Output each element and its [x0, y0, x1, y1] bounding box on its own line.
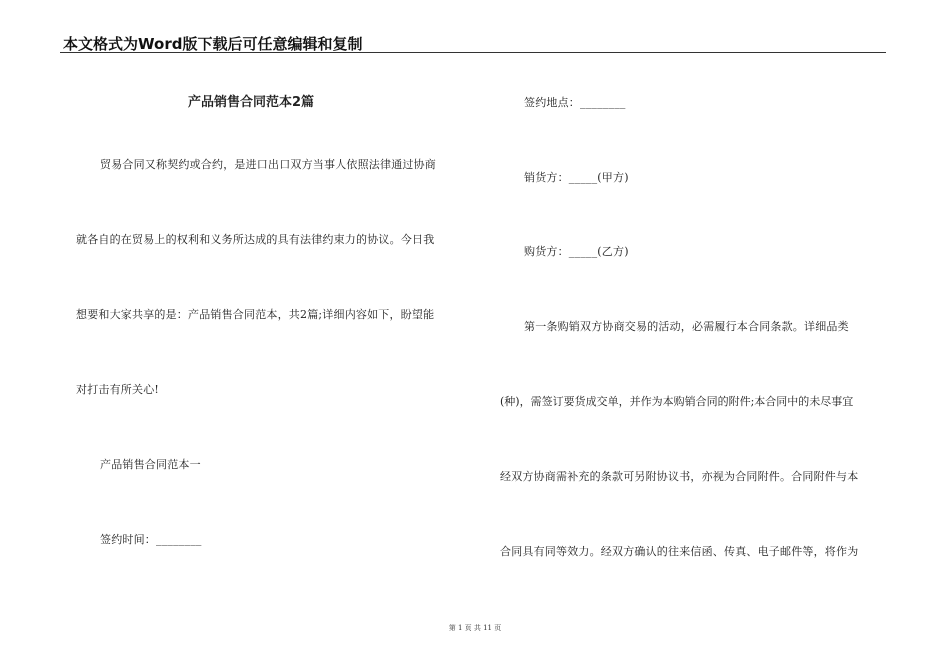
paragraph-line: 贸易合同又称契约或合约，是进口出口双方当事人依照法律通过协商	[100, 158, 436, 171]
paragraph-line: 就各自的在贸易上的权利和义务所达成的具有法律约束力的协议。今日我	[76, 233, 435, 246]
paragraph-line: 合同具有同等效力。经双方确认的往来信函、传真、电子邮件等，将作为	[500, 545, 859, 558]
header-divider	[60, 52, 886, 53]
paragraph-line: 经双方协商需补充的条款可另附协议书，亦视为合同附件。合同附件与本	[500, 470, 859, 483]
buyer-field: 购货方：_____(乙方)	[524, 245, 629, 258]
signing-time-field: 签约时间：________	[100, 533, 202, 546]
seller-field: 销货方：_____(甲方)	[524, 171, 629, 184]
section-heading: 产品销售合同范本一	[100, 458, 201, 471]
page-footer: 第 1 页 共 11 页	[448, 624, 502, 632]
paragraph-line: (种)，需签订要货成交单，并作为本购销合同的附件;本合同中的未尽事宜	[500, 395, 854, 408]
paragraph-line: 对打击有所关心!	[76, 383, 160, 396]
document-title: 产品销售合同范本2篇	[188, 95, 315, 110]
signing-location-field: 签约地点：________	[524, 96, 626, 109]
header-title: 本文格式为Word版下载后可任意编辑和复制	[63, 35, 363, 53]
paragraph-line: 第一条购销双方协商交易的活动，必需履行本合同条款。详细品类	[524, 320, 849, 333]
paragraph-line: 想要和大家共享的是：产品销售合同范本，共2篇;详细内容如下，盼望能	[76, 308, 435, 321]
